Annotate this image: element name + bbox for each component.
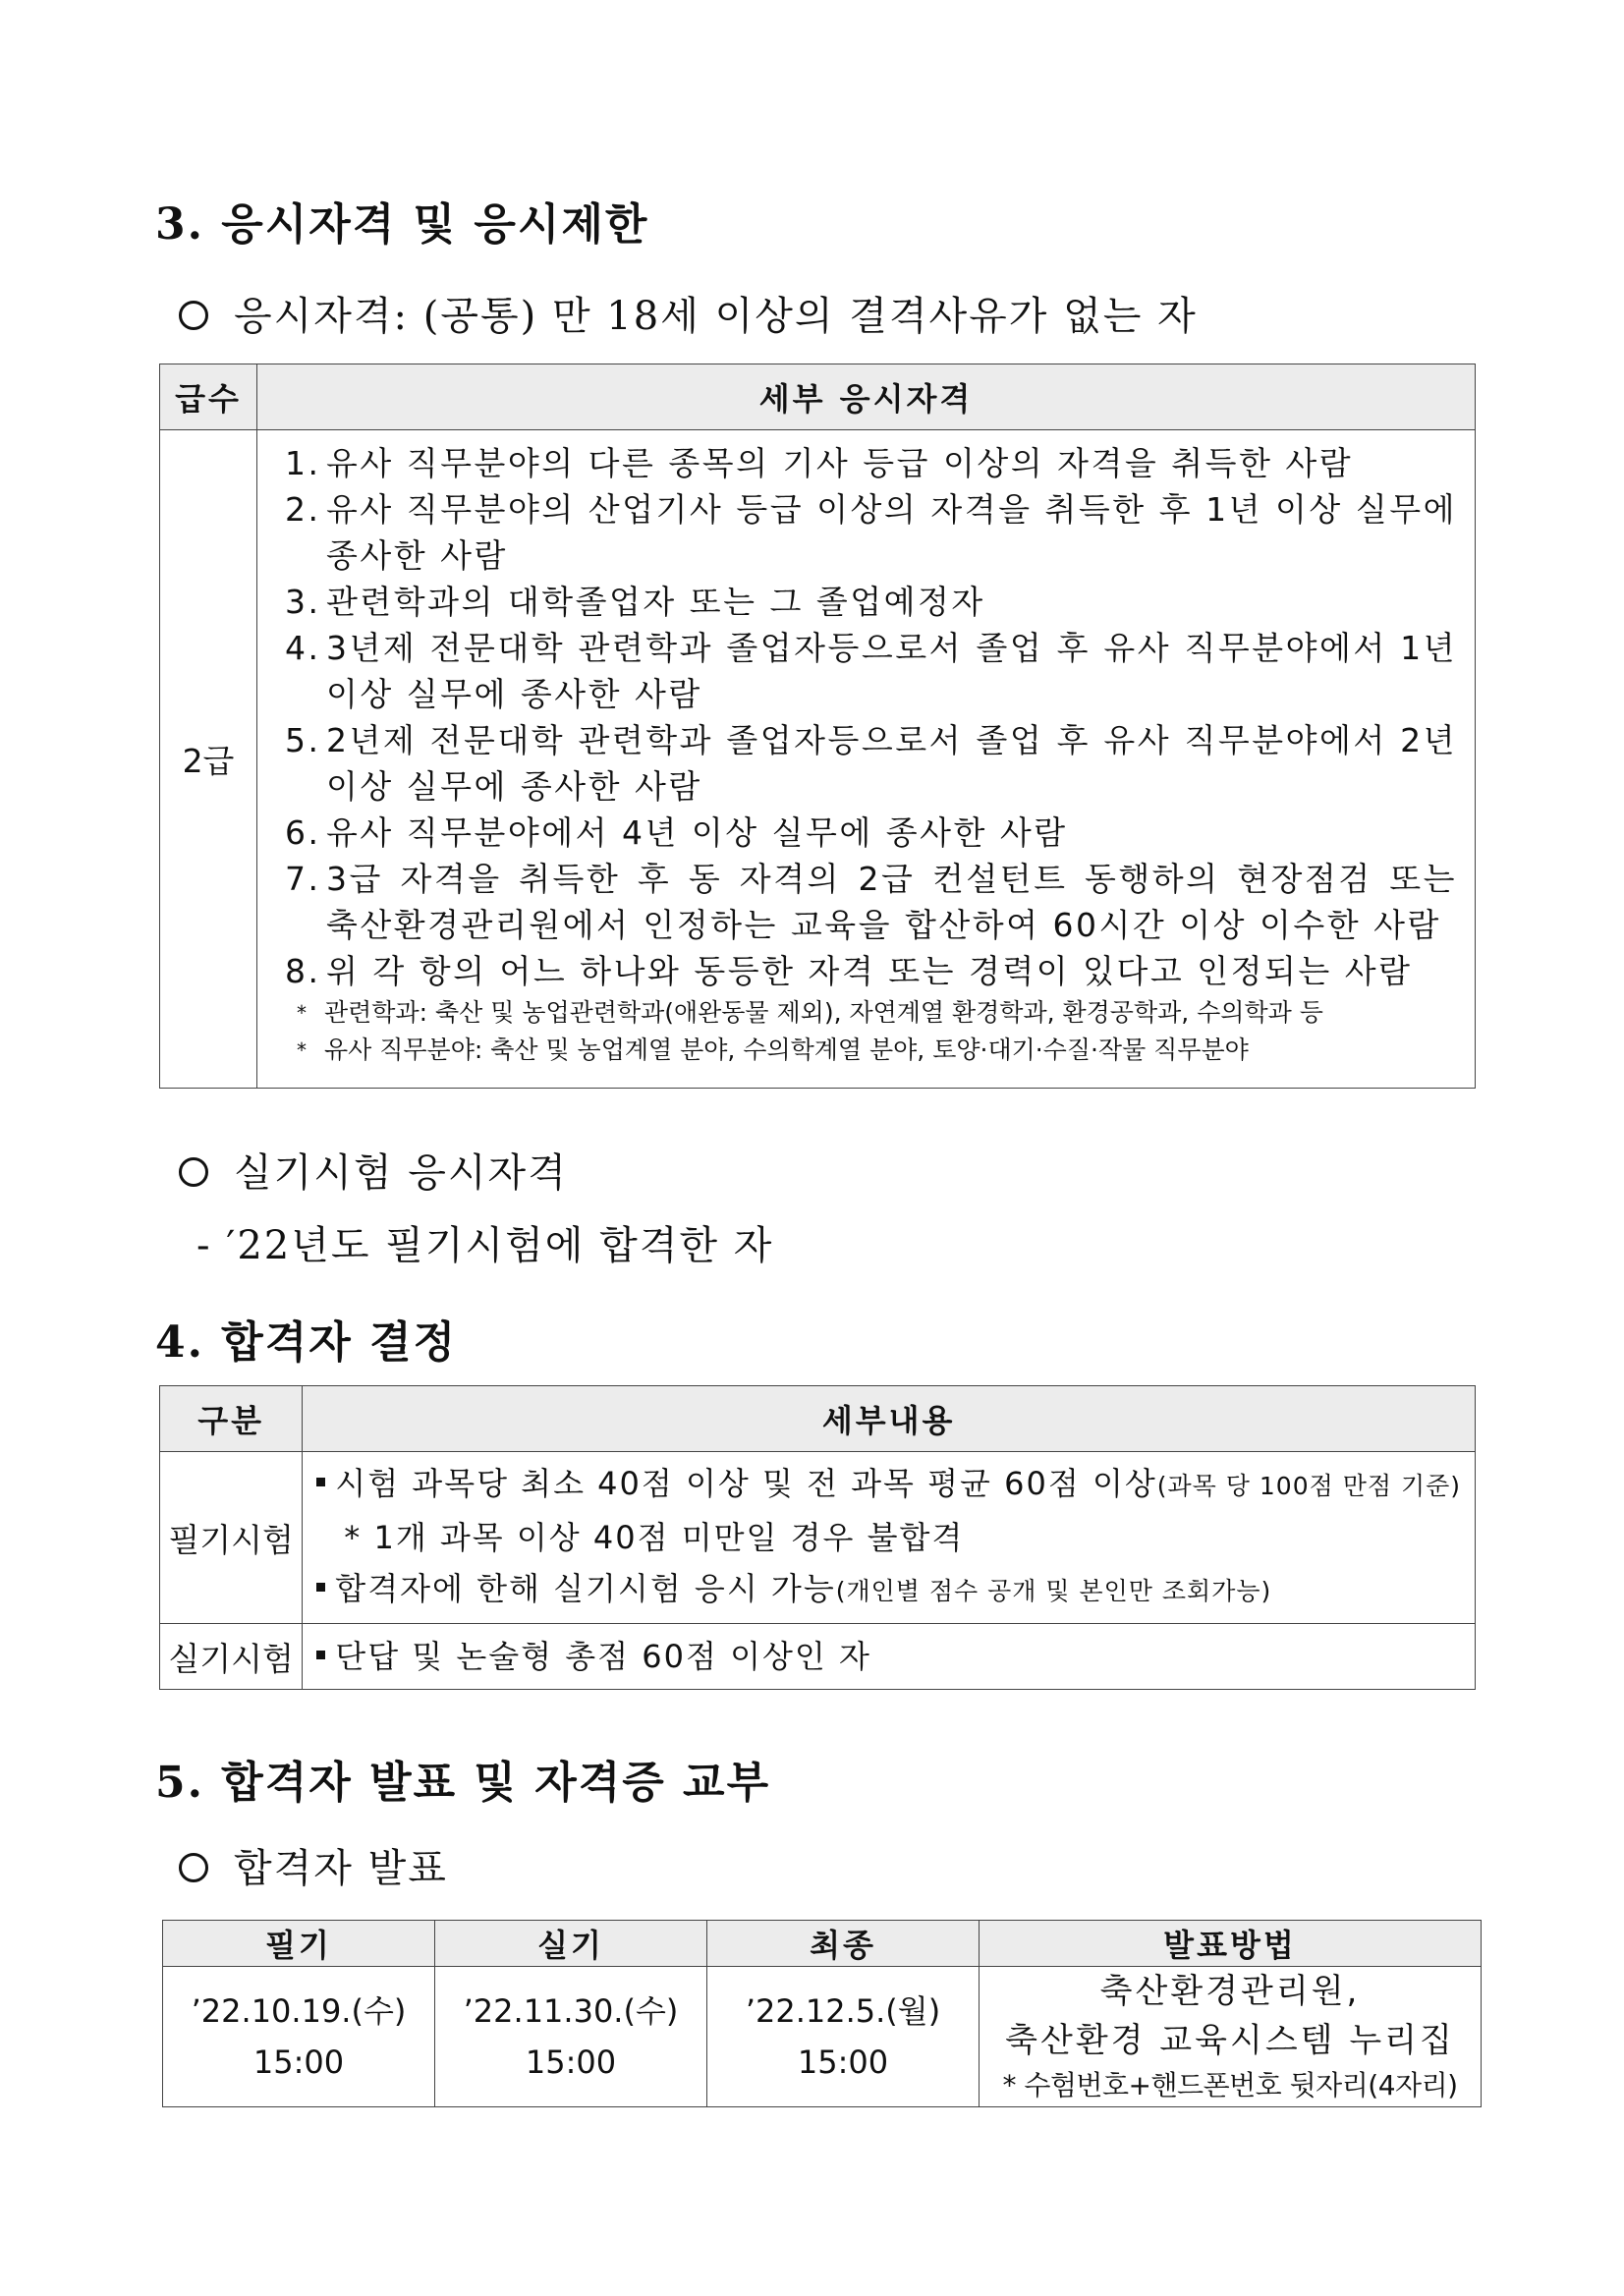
- final-date: ’22.12.5.(월): [745, 1992, 941, 2030]
- method-line: 축산환경 교육시스템 누리집: [1005, 2021, 1455, 2060]
- practical-time: 15:00: [525, 2044, 617, 2081]
- header-category: 구분: [160, 1386, 303, 1452]
- final-announcement: [707, 1967, 980, 2107]
- header-method: 발표방법: [980, 1921, 1482, 1967]
- header-written: 필기: [163, 1921, 435, 1967]
- practical-bullet-text: 실기시험 응시자격: [234, 1150, 568, 1196]
- announcement-bullet-text: 합격자 발표: [234, 1846, 448, 1891]
- header-grade: 급수: [160, 364, 257, 430]
- hollow-circle-icon: [179, 1853, 208, 1882]
- square-bullet-icon: [316, 1478, 325, 1486]
- practical-announcement: [435, 1967, 707, 2107]
- practical-date: ’22.11.30.(수): [463, 1992, 679, 2030]
- grade-cell: 2급: [160, 430, 257, 1089]
- written-date: ’22.10.19.(수): [191, 1992, 407, 2030]
- qualification-item: 7. 3급 자격을 취득한 후 동 자격의 2급 컨설턴트 동행하의 현장점검 또는 축산환경관리원에서 인정하는 교육을 합산하여 60시간 이상 이수한 사람: [285, 860, 1457, 944]
- header-final: 최종: [707, 1921, 980, 1967]
- written-criteria-line: 합격자에 한해 실기시험 응시 가능(개인별 점수 공개 및 본인만 조회가능): [316, 1563, 1461, 1617]
- practical-criteria: 단답 및 논술형 총점 60점 이상인 자: [303, 1624, 1476, 1690]
- hollow-circle-icon: [179, 301, 208, 330]
- written-label: 필기시험: [160, 1452, 303, 1624]
- practical-label: 실기시험: [160, 1624, 303, 1690]
- final-time: 15:00: [797, 2044, 889, 2081]
- written-criteria-note: * 1개 과목 이상 40점 미만일 경우 불합격: [344, 1519, 965, 1556]
- header-practical: 실기: [435, 1921, 707, 1967]
- method-note: * 수험번호+핸드폰번호 뒷자리(4자리): [1002, 2069, 1458, 2101]
- qualification-item: 8. 위 각 항의 어느 하나와 동등한 자격 또는 경력이 있다고 인정되는 사람: [285, 952, 1413, 990]
- note-similar-field: * 유사 직무분야: 축산 및 농업계열 분야, 수의학계열 분야, 토양·대기·수질·작물 직무분야: [297, 1036, 1249, 1064]
- announcement-table: [162, 1920, 1482, 2107]
- written-announcement: [163, 1967, 435, 2107]
- method-line: 축산환경관리원,: [1099, 1972, 1361, 2011]
- announcement-bullet: [179, 1837, 448, 1893]
- qualification-item: 5. 2년제 전문대학 관련학과 졸업자등으로서 졸업 후 유사 직무분야에서 2년 이상 실무에 종사한 사람: [285, 721, 1457, 806]
- header-detail: 세부 응시자격: [257, 364, 1476, 430]
- qualification-item: 4. 3년제 전문대학 관련학과 졸업자등으로서 졸업 후 유사 직무분야에서 1년 이상 실무에 종사한 사람: [285, 629, 1457, 713]
- qualification-item: 2. 유사 직무분야의 산업기사 등급 이상의 자격을 취득한 후 1년 이상 실무에 종사한 사람: [285, 490, 1457, 575]
- written-time: 15:00: [252, 2044, 345, 2081]
- qualification-item: 6. 유사 직무분야에서 4년 이상 실무에 종사한 사람: [285, 813, 1068, 852]
- qualification-item: 3. 관련학과의 대학졸업자 또는 그 졸업예정자: [285, 583, 985, 621]
- eligibility-bullet: [179, 285, 1198, 341]
- square-bullet-icon: [316, 1583, 325, 1592]
- section-4-title: 4. 합격자 결정: [155, 1317, 458, 1368]
- note-related-major: * 관련학과: 축산 및 농업관련학과(애완동물 제외), 자연계열 환경학과, 환경공학과, 수의학과 등: [297, 998, 1323, 1027]
- eligibility-table: [159, 364, 1476, 1089]
- hollow-circle-icon: [179, 1157, 208, 1187]
- qualification-list: [257, 430, 1476, 1089]
- written-criteria-line: 시험 과목당 최소 40점 이상 및 전 과목 평균 60점 이상(과목 당 100점 만점 기준): [316, 1458, 1461, 1512]
- section-5-title: 5. 합격자 발표 및 자격증 교부: [155, 1758, 771, 1808]
- qualification-item: 1. 유사 직무분야의 다른 종목의 기사 등급 이상의 자격을 취득한 사람: [285, 444, 1354, 482]
- announcement-method: [980, 1967, 1482, 2107]
- section-3-title: 3. 응시자격 및 응시제한: [155, 199, 649, 250]
- square-bullet-icon: [316, 1651, 325, 1659]
- practical-detail: - ′22년도 필기시험에 합격한 자: [196, 1223, 774, 1268]
- practical-bullet: [179, 1142, 568, 1198]
- header-detail: 세부내용: [303, 1386, 1476, 1452]
- eligibility-text: 응시자격: (공통) 만 18세 이상의 결격사유가 없는 자: [234, 294, 1198, 339]
- written-criteria: [303, 1452, 1476, 1624]
- pass-criteria-table: [159, 1385, 1476, 1690]
